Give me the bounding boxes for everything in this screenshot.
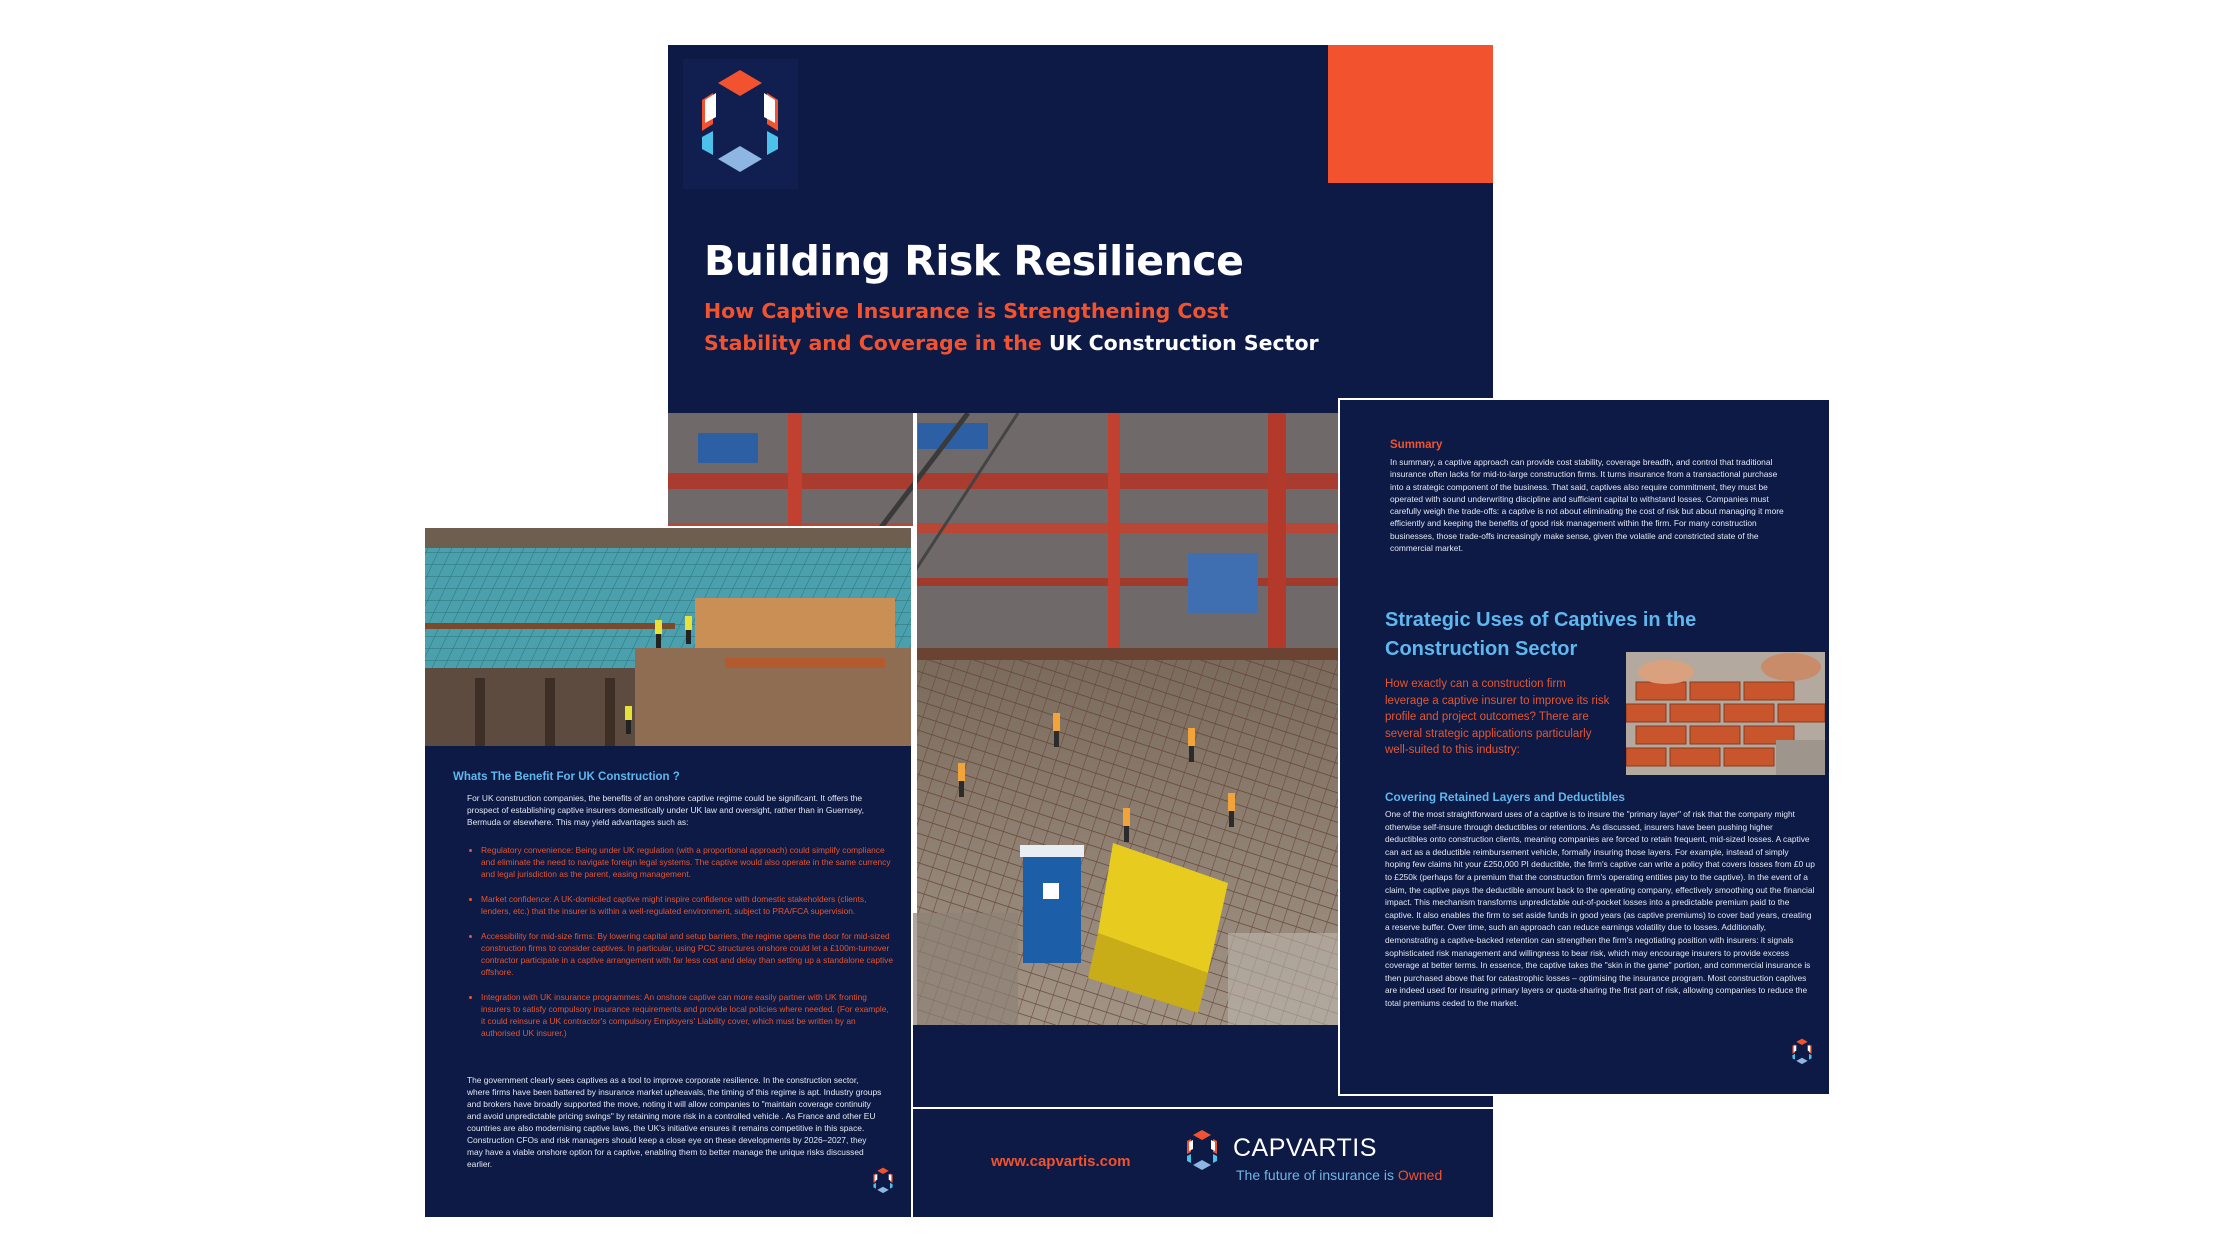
cover-subtitle-orange: How Captive Insurance is Strengthening Cost Stability and Coverage in the (704, 299, 1229, 355)
tagline-prefix: The future of insurance is (1236, 1167, 1394, 1183)
bricklaying-photo (1626, 652, 1825, 775)
covering-text: One of the most straightforward uses of a captive is to insure the "primary layer" of risk that the company might otherwise self-insure through deductibles or retentions. As discussed, insurers have been pushing higher deductibles onto construction clients, meaning companies are forced to retain frequent, mid-sized losses. A captive can act as a deductible reimbursement vehicle, formally insuring those layers. For example, instead of simply hoping few claims hit your £250,000 PI deductible, the firm's captive can write a policy that covers losses from £0 up to £250k (perhaps for a premium that the construction firm's operating entities pay to the captive). In the event of a claim, the captive pays the deductible amount back to the operating company, effectively smoothing out the financial impact. This mechanism transforms unpredictable out-of-pocket losses into a predictable premium paid to the captive. It also enables the firm to set aside funds in good years (as captive premiums) to cover bad years, creating a reserve buffer. Over time, such an approach can reduce earnings volatility due to losses. Additionally, demonstrating a captive-backed retention can strengthen the firm's negotiating position with insurers: it signals sophisticated risk management and willingness to bear risk, which may encourage insurers to provide excess coverage at better terms. In essence, the captive takes the "skin in the game" portion, and commercial insurance is then purchased above that for catastrophic losses – optimising the insurance program. Most construction captives are indeed used for insuring primary layers or quota-sharing the first part of risk, allowing companies to reduce the total premiums ceded to the market. (1385, 809, 1815, 1008)
summary-text: In summary, a captive approach can provide cost stability, coverage breadth, and control that traditional insurance often lacks for mid-to-large construction firms. It turns insurance from a transactional purchase into a strategic component of the business. That said, captives also require commitment, they must be operated with sound underwriting discipline and sufficient capital to withstand losses. Companies must carefully weigh the trade-offs: a captive is not about eliminating the cost of risk but about managing it more efficiently and keeping the benefits of good risk management within the firm. For many construction businesses, those trade-offs increasingly make sense, given the volatile and constricted state of the commercial market. (1390, 457, 1784, 554)
list-item: • Accessibility for mid-size firms: By lowering capital and setup barriers, the regime opens the door for mid-sized construction firms to consider captives. In particular, using PCC structures onshore could let a £100m-turnover contractor participate in a captive arrangement with far less cost and delay than setting up a standalone captive offshore. (481, 930, 895, 978)
list-item: • Integration with UK insurance programmes: An onshore captive can more easily partner with UK fronting insurers to satisfy compulsory insurance requirements and provide local policies where needed. (For example, it could reinsure a UK contractor's compulsory Employers' Liability cover, which must be written by an authorised UK insurer.) (481, 991, 895, 1039)
capvartis-logo-icon (683, 59, 798, 189)
left-page (423, 526, 913, 1219)
benefit-intro: For UK construction companies, the benefits of an onshore captive regime could be significant. It offers the prospect of establishing captive insurers domestically under UK law and oversight, rather than in Guernsey, Bermuda or elsewhere. This may yield advantages such as: (467, 793, 864, 827)
list-item: • Market confidence: A UK-domiciled captive might inspire confidence with domestic stakeholders (clients, lenders, etc.) that the insurer is within a well-regulated environment, subject to PRA/FCA supervision. (481, 893, 895, 917)
benefit-closing: The government clearly sees captives as a tool to improve corporate resilience. In the construction sector, where firms have been battered by insurance market upheavals, the timing of this regime is apt. Industry groups and brokers have broadly supported the move, noting it will allow companies to "maintain coverage continuity and avoid unpredictable pricing swings" by retaining more risk in a controlled vehicle . As France and other EU countries are also modernising captive laws, the UK's initiative ensures it remains competitive in this space. Construction CFOs and risk managers should keep a close eye on these developments by 2026–2027, they may have a viable onshore option for a captive, enabling them to better manage the unique risks discussed earlier. (467, 1075, 882, 1169)
benefit-heading: Whats The Benefit For UK Construction ? (453, 771, 680, 783)
strategic-intro: How exactly can a construction firm leverage a captive insurer to improve its risk profile and project outcomes? There are several strategic applications particularly well-suited to this industry: (1385, 678, 1610, 756)
capvartis-logo-icon (1180, 1127, 1224, 1175)
capvartis-logo-icon (869, 1165, 897, 1197)
summary-heading: Summary (1390, 439, 1443, 451)
right-page (1338, 398, 1831, 1096)
orange-accent-block (1328, 45, 1493, 183)
construction-deck-photo (425, 528, 913, 746)
strategic-heading: Strategic Uses of Captives in the Construction Sector (1385, 609, 1697, 660)
cover-title: Building Risk Resilience (704, 237, 1244, 285)
capvartis-logo-icon (1788, 1036, 1816, 1068)
brand-name: CAPVARTIS (1233, 1134, 1377, 1162)
website-link[interactable]: www.capvartis.com (991, 1153, 1131, 1170)
cover-subtitle (704, 295, 1324, 359)
covering-heading: Covering Retained Layers and Deductibles (1385, 790, 1625, 804)
footer-divider (906, 1107, 1493, 1109)
list-item: • Regulatory convenience: Being under UK regulation (with a proportional approach) could simplify compliance and eliminate the need to navigate foreign legal systems. The captive would also operate in the same currency and legal jurisdiction as the parent, easing management. (481, 844, 895, 880)
benefit-list (467, 844, 895, 1052)
cover-subtitle-highlight: UK Construction Sector (1048, 331, 1319, 355)
brand-tagline (1236, 1167, 1442, 1183)
tagline-highlight: Owned (1397, 1167, 1443, 1183)
